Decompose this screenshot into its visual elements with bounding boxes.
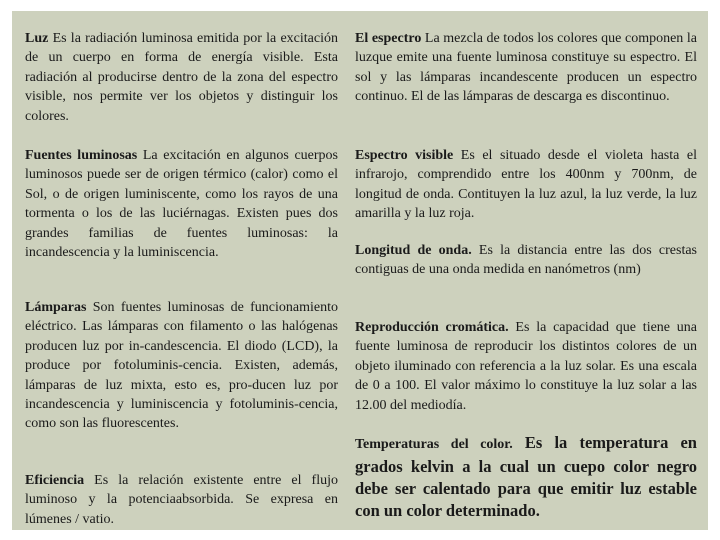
term-eficiencia: Eficiencia: [25, 473, 85, 488]
term-longitud-de-onda: Longitud de onda.: [355, 243, 472, 258]
definition-fuentes-luminosas: La excitación en algunos cuerpos luminosos puede ser de origen térmico (calor) como el Sol, o de origen luminiscente, como los rayos de una tormenta o los de las luciérnagas. Existen pues dos grandes familias de fuentes luminosas: la incandescencia y la luminiscencia.: [25, 148, 339, 261]
definition-luz: Es la radiación luminosa emitida por la excitación de un cuerpo en forma de energía visible. Esta radiación al producirse dentro de la zona del espectro visible, nos permite ver los objetos y distinguir los colores.: [25, 31, 338, 124]
definition-espectro-visible: Es el situado desde el violeta hasta el infrarojo, comprendido entre los 400nm y 700nm, de longitud de onda. Contituyen la luz azul, la luz verde, la luz amarilla y la luz roja.: [355, 148, 697, 222]
definition-reproduccion-cromatica: Es la capacidad que tiene una fuente luminosa de reproducir los distintos colores de un objeto iluminado con referencia a la luz solar. Es una escala de 0 a 100. El valor máximo lo constituye la luz solar a las 12.00 del mediodía.: [355, 320, 697, 413]
term-espectro-visible: Espectro visible: [355, 148, 454, 163]
paragraph-longitud-de-onda: [355, 241, 697, 280]
term-reproduccion-cromatica: Reproducción cromática.: [355, 320, 509, 335]
definition-longitud-de-onda: Es la distancia entre las dos crestas contiguas de una onda medida en nanómetros (nm): [355, 243, 697, 278]
paragraph-reproduccion-cromatica: [355, 318, 697, 415]
term-luz: Luz: [25, 31, 49, 46]
term-temperaturas-del-color: Temperaturas del color.: [355, 437, 513, 452]
paragraph-espectro-visible: [355, 146, 697, 224]
paragraph-lamparas: [25, 298, 338, 434]
definition-eficiencia: Es la relación existente entre el flujo luminoso y la potenciaabsorbida. Se expresa en lúmenes / vatio.: [25, 473, 338, 527]
paragraph-eficiencia: [25, 471, 338, 529]
term-fuentes-luminosas: Fuentes luminosas: [25, 148, 138, 163]
definition-temperaturas-del-color: Es la temperatura en grados kelvin a la cual un cuepo color negro debe ser calentado para que emitir luz estable con un color determinado.: [355, 433, 697, 520]
definition-el-espectro: La mezcla de todos los colores que componen la luzque emite una fuente luminosa constituye su espectro. El sol y las lámparas incandescente producen un espectro continuo. El de las lámparas de descarga es discontinuo.: [355, 31, 697, 105]
paragraph-fuentes-luminosas: [25, 146, 338, 262]
definition-lamparas: Son fuentes luminosas de funcionamiento eléctrico. Las lámparas con filamento o las halógenas producen luz por in-candescencia. El diodo (LCD), la produce por fotoluminis-cencia. Existen, además, lámparas de luz mixta, esto es, pro-ducen luz por incandescencia y luminiscencia y fotoluminis-cencia, como son las fluorescentes.: [25, 300, 338, 432]
paragraph-el-espectro: [355, 29, 697, 107]
paragraph-temperaturas-del-color: [355, 432, 697, 522]
term-el-espectro: El espectro: [355, 31, 422, 46]
paragraph-luz: [25, 29, 338, 126]
term-lamparas: Lámparas: [25, 300, 87, 315]
